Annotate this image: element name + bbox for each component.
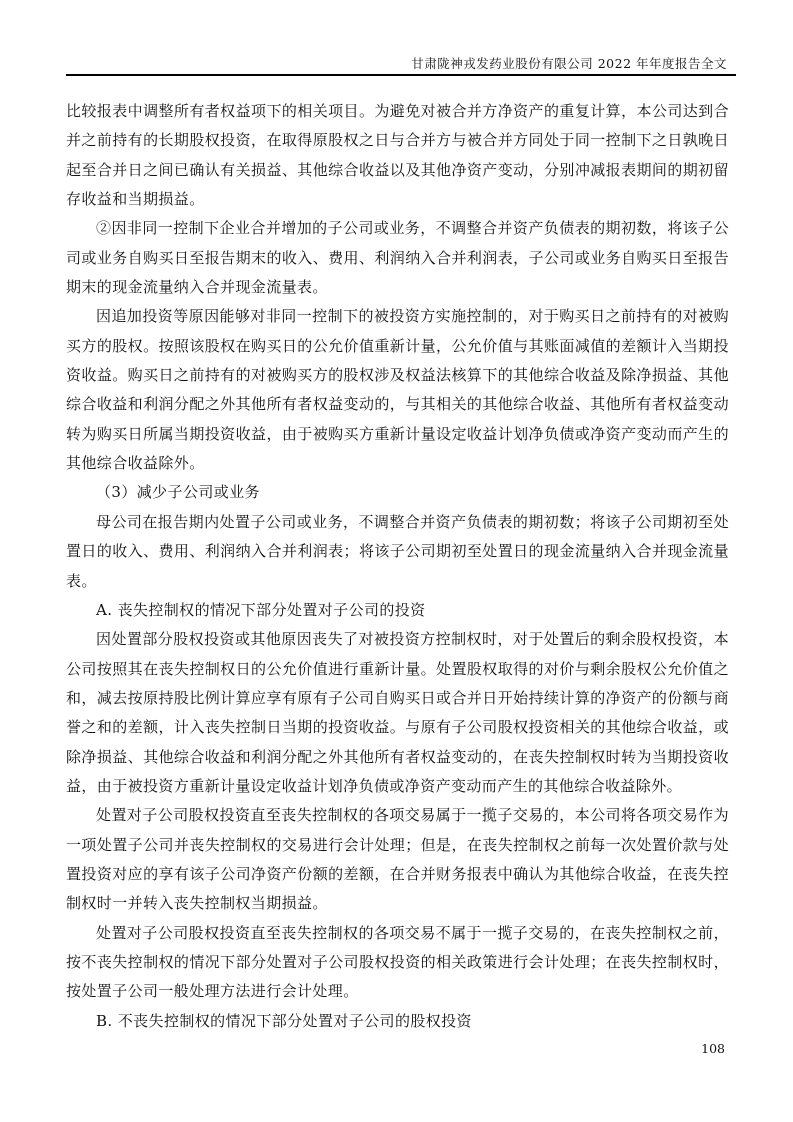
paragraph: 因追加投资等原因能够对非同一控制下的被投资方实施控制的，对于购买日之前持有的对被购买方的股权。按照该股权在购买日的公允价值重新计量，公允价值与其账面减值的差额计入当期投资收益。购买日之前持有的对被购买方的股权涉及权益法核算下的其他综合收益及除净损益、其他综合收益和利润分配之外其他所有者权益变动的，与其相关的其他综合收益、其他所有者权益变动转为购买日所属当期投资收益，由于被购买方重新计量设定收益计划净负债或净资产变动而产生的其他综合收益除外。 bbox=[66, 307, 729, 473]
document-body bbox=[66, 97, 729, 1036]
paragraph: 处置对子公司股权投资直至丧失控制权的各项交易属于一揽子交易的，本公司将各项交易作为一项处置子公司并丧失控制权的交易进行会计处理；但是，在丧失控制权之前每一次处置价款与处置投资对应的享有该子公司净资产份额的差额，在合并财务报表中确认为其他综合收益，在丧失控制权时一并转入丧失控制权当期损益。 bbox=[66, 806, 729, 913]
paragraph: 处置对子公司股权投资直至丧失控制权的各项交易不属于一揽子交易的，在丧失控制权之前，按不丧失控制权的情况下部分处置对子公司股权投资的相关政策进行会计处理；在丧失控制权时，按处置子公司一般处理方法进行会计处理。 bbox=[66, 923, 729, 1001]
paragraph: （3）减少子公司或业务 bbox=[96, 483, 260, 502]
paragraph: ②因非同一控制下企业合并增加的子公司或业务，不调整合并资产负债表的期初数，将该子公司或业务自购买日至报告期末的收入、费用、利润纳入合并利润表，子公司或业务自购买日至报告期末的现金流量纳入合并现金流量表。 bbox=[66, 219, 729, 297]
paragraph: 比较报表中调整所有者权益项下的相关项目。为避免对被合并方净资产的重复计算，本公司达到合并之前持有的长期股权投资，在取得原股权之日与合并方与被合并方同处于同一控制下之日孰晚日起至合并日之间已确认有关损益、其他综合收益以及其他净资产变动，分别冲减报表期间的期初留存收益和当期损益。 bbox=[66, 102, 729, 209]
paragraph: 因处置部分股权投资或其他原因丧失了对被投资方控制权时，对于处置后的剩余股权投资，本公司按照其在丧失控制权日的公允价值进行重新计量。处置股权取得的对价与剩余股权公允价值之和，减去按原持股比例计算应享有原有子公司自购买日或合并日开始持续计算的净资产的份额与商誉之和的差额，计入丧失控制日当期的投资收益。与原有子公司股权投资相关的其他综合收益，或除净损益、其他综合收益和利润分配之外其他所有者权益变动的，在丧失控制权时转为当期投资收益，由于被投资方重新计量设定收益计划净负债或净资产变动而产生的其他综合收益除外。 bbox=[66, 630, 729, 795]
paragraph: 母公司在报告期内处置子公司或业务，不调整合并资产负债表的期初数；将该子公司期初至处置日的收入、费用、利润纳入合并利润表；将该子公司期初至处置日的现金流量纳入合并现金流量表。 bbox=[66, 512, 729, 590]
page-number: 108 bbox=[701, 1041, 725, 1056]
paragraph: A. 丧失控制权的情况下部分处置对子公司的投资 bbox=[96, 600, 426, 619]
page-header-title: 甘肃陇神戎发药业股份有限公司 2022 年年度报告全文 bbox=[411, 56, 727, 71]
paragraph: B. 不丧失控制权的情况下部分处置对子公司的股权投资 bbox=[96, 1011, 472, 1030]
header-divider bbox=[66, 74, 736, 76]
